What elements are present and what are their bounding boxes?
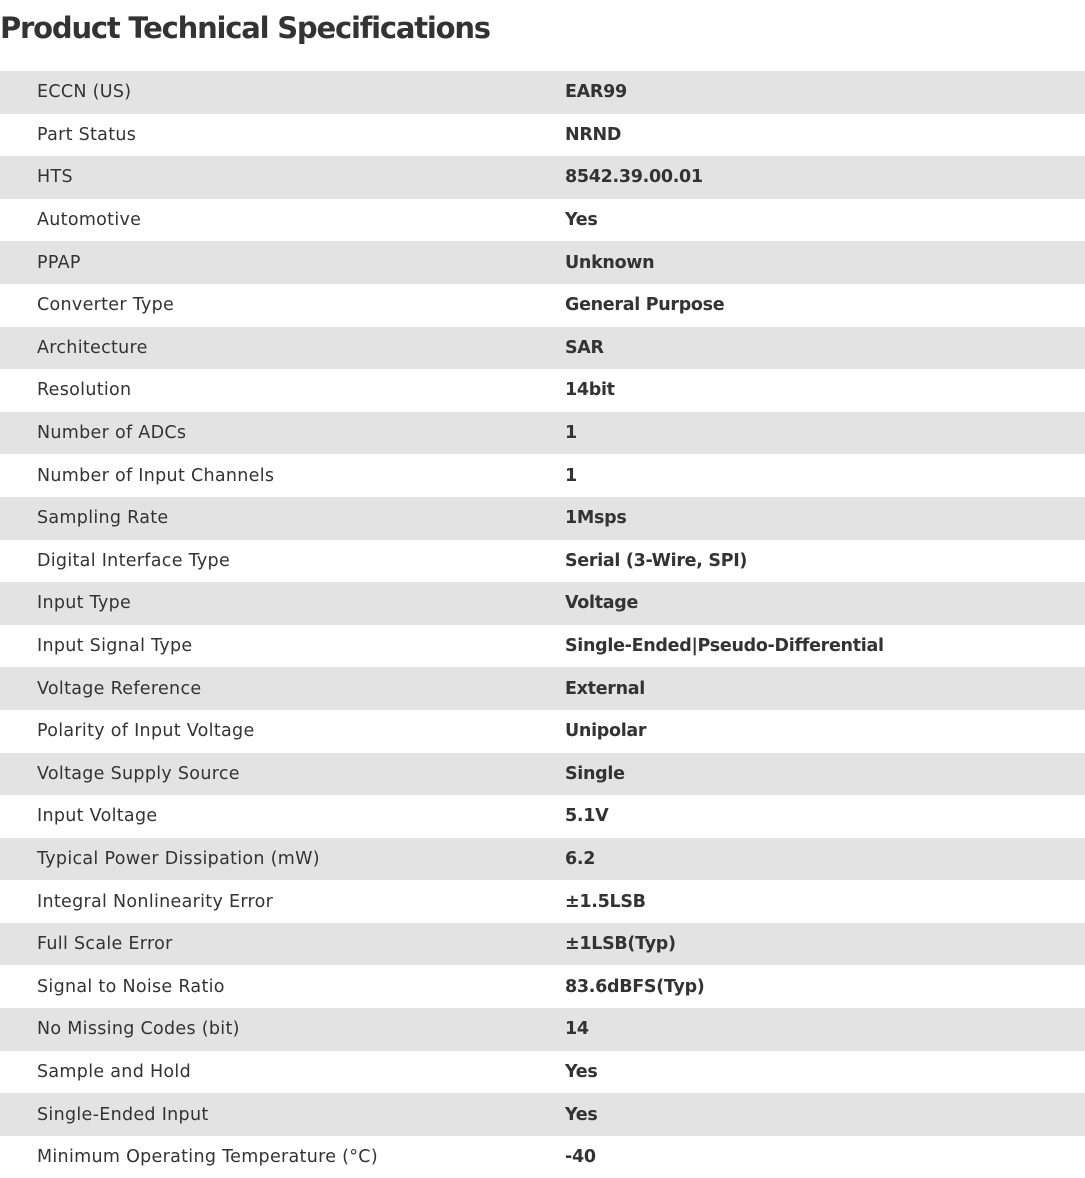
spec-value: General Purpose (565, 284, 1085, 327)
table-row (0, 880, 1085, 923)
spec-value: 1 (565, 412, 1085, 455)
spec-name: Polarity of Input Voltage (0, 710, 565, 753)
spec-name: Typical Power Dissipation (mW) (0, 838, 565, 881)
spec-value: ±1.5LSB (565, 880, 1085, 923)
spec-name: Integral Nonlinearity Error (0, 880, 565, 923)
spec-value: Yes (565, 1093, 1085, 1136)
spec-value: Yes (565, 1051, 1085, 1094)
spec-value: 83.6dBFS(Typ) (565, 965, 1085, 1008)
spec-value: EAR99 (565, 71, 1085, 114)
spec-name: No Missing Codes (bit) (0, 1008, 565, 1051)
spec-value: Unknown (565, 241, 1085, 284)
spec-name: Minimum Operating Temperature (°C) (0, 1136, 565, 1178)
table-row (0, 497, 1085, 540)
spec-value: Yes (565, 199, 1085, 242)
table-row (0, 710, 1085, 753)
table-row (0, 965, 1085, 1008)
table-row (0, 241, 1085, 284)
spec-name: Number of ADCs (0, 412, 565, 455)
spec-value: 14bit (565, 369, 1085, 412)
spec-name: ECCN (US) (0, 71, 565, 114)
spec-name: Part Status (0, 114, 565, 157)
spec-name: Sampling Rate (0, 497, 565, 540)
spec-value: ±1LSB(Typ) (565, 923, 1085, 966)
spec-value: External (565, 667, 1085, 710)
spec-value: -40 (565, 1136, 1085, 1178)
spec-name: Number of Input Channels (0, 454, 565, 497)
spec-value: 14 (565, 1008, 1085, 1051)
table-row (0, 582, 1085, 625)
table-row (0, 71, 1085, 114)
table-row (0, 454, 1085, 497)
spec-name: HTS (0, 156, 565, 199)
spec-value: NRND (565, 114, 1085, 157)
spec-value: Serial (3-Wire, SPI) (565, 540, 1085, 583)
table-row (0, 625, 1085, 668)
spec-name: Converter Type (0, 284, 565, 327)
spec-value: 5.1V (565, 795, 1085, 838)
spec-name: Architecture (0, 327, 565, 370)
spec-name: Full Scale Error (0, 923, 565, 966)
spec-value: Voltage (565, 582, 1085, 625)
table-row (0, 327, 1085, 370)
table-row (0, 923, 1085, 966)
table-row (0, 156, 1085, 199)
table-row (0, 369, 1085, 412)
table-row (0, 199, 1085, 242)
page-title: Product Technical Specifications (0, 11, 490, 45)
table-row (0, 753, 1085, 796)
table-row (0, 1008, 1085, 1051)
table-row (0, 667, 1085, 710)
spec-value: Single-Ended|Pseudo-Differential (565, 625, 1085, 668)
spec-value: Unipolar (565, 710, 1085, 753)
table-row (0, 412, 1085, 455)
table-row (0, 838, 1085, 881)
spec-name: Automotive (0, 199, 565, 242)
table-row (0, 284, 1085, 327)
table-row (0, 1051, 1085, 1094)
spec-value: Single (565, 753, 1085, 796)
spec-value: 8542.39.00.01 (565, 156, 1085, 199)
spec-name: Input Type (0, 582, 565, 625)
table-row (0, 795, 1085, 838)
spec-value: 1 (565, 454, 1085, 497)
spec-name: Resolution (0, 369, 565, 412)
spec-name: Single-Ended Input (0, 1093, 565, 1136)
spec-table-body (0, 71, 1085, 1178)
spec-name: Input Voltage (0, 795, 565, 838)
spec-name: Input Signal Type (0, 625, 565, 668)
spec-table (0, 71, 1085, 1178)
table-row (0, 114, 1085, 157)
spec-name: Voltage Reference (0, 667, 565, 710)
spec-value: SAR (565, 327, 1085, 370)
spec-value: 1Msps (565, 497, 1085, 540)
spec-name: PPAP (0, 241, 565, 284)
spec-value: 6.2 (565, 838, 1085, 881)
table-row (0, 540, 1085, 583)
table-row (0, 1093, 1085, 1136)
spec-name: Sample and Hold (0, 1051, 565, 1094)
spec-name: Voltage Supply Source (0, 753, 565, 796)
spec-name: Signal to Noise Ratio (0, 965, 565, 1008)
spec-name: Digital Interface Type (0, 540, 565, 583)
